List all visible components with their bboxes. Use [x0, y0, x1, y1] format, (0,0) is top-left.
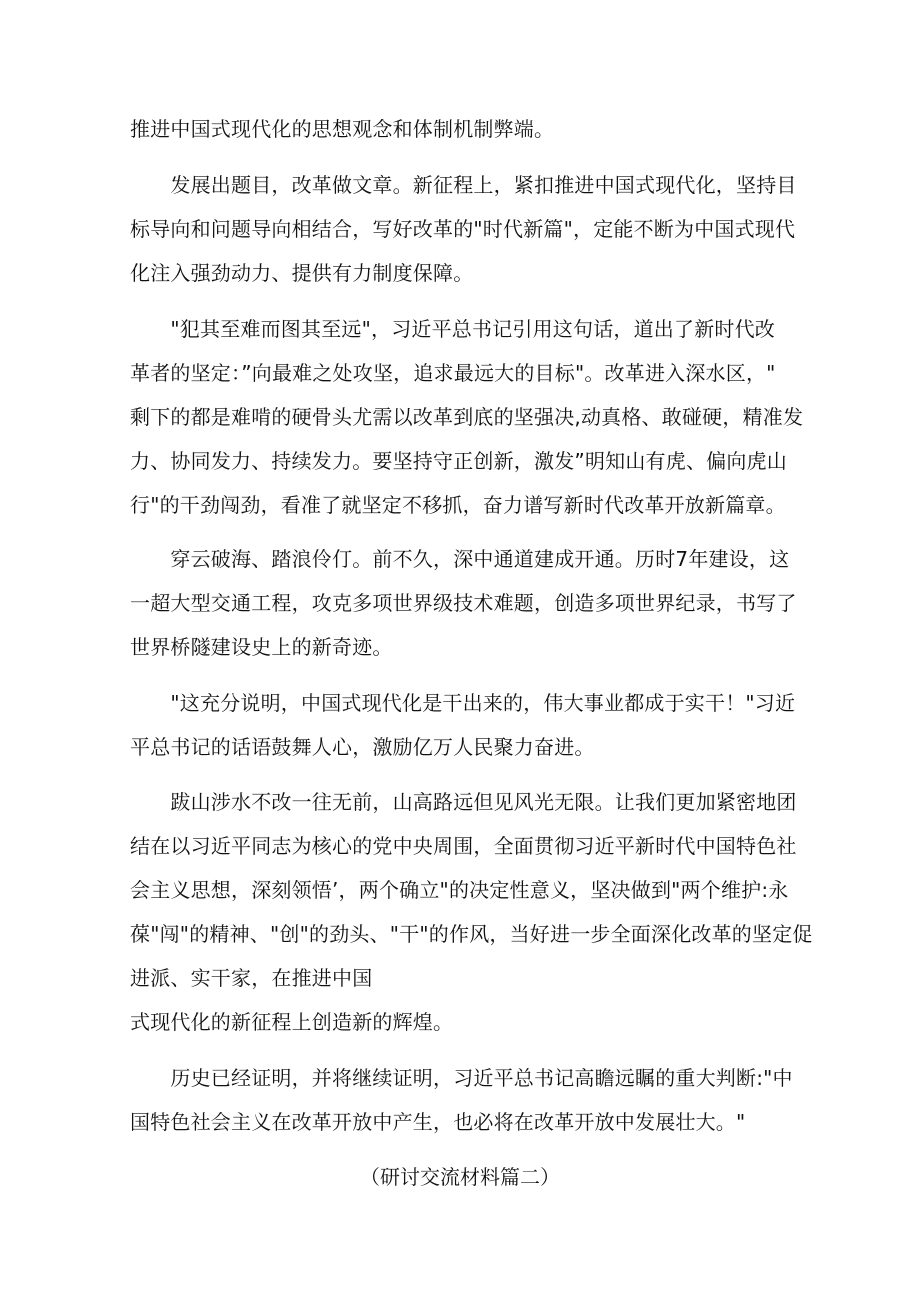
text-line: 平总书记的话语鼓舞人心，激励亿万人民聚力奋进。 [130, 735, 595, 759]
text-line: 剩下的都是难啃的硬骨头尤需以改革到底的坚强决,动真格、敢碰硬，精准发 [130, 405, 804, 429]
text-line: 历史已经证明，并将继续证明，习近平总书记高瞻远瞩的重大判断:"中 [130, 1066, 793, 1090]
text-line: 推进中国式现代化的思想观念和体制机制弊端。 [130, 117, 555, 141]
text-line: 跋山涉水不改一往无前，山高路远但见风光无限。让我们更加紧密地团 [130, 790, 797, 814]
text-line: 一超大型交通工程，攻克多项世界级技术难题，创造多项世界纪录，书写了 [130, 591, 797, 615]
text-line: "这充分说明，中国式现代化是干出来的，伟大事业都成于实干！"习近 [130, 691, 796, 715]
text-line: 式现代化的新征程上创造新的辉煌。 [130, 1010, 454, 1034]
text-line: 化注入强劲动力、提供有力制度保障。 [130, 261, 474, 285]
text-line: 国特色社会主义在改革开放中产生，也必将在改革开放中发展壮大。" [130, 1110, 746, 1134]
text-line: 穿云破海、踏浪伶仃。前不久，深中通道建成开通。历时7年建设，这 [130, 547, 790, 571]
section-heading: （研讨交流材料篇二） [360, 1165, 560, 1189]
text-line: 发展出题目，改革做文章。新征程上，紧扣推进中国式现代化，坚持目 [130, 173, 797, 197]
text-line: 进派、实干家，在推进中国 [130, 966, 373, 990]
text-line: 革者的坚定：”向最难之处攻坚，追求最远大的目标"。改革进入深水区，" [130, 361, 776, 385]
text-line: 世界桥隧建设史上的新奇迹。 [130, 635, 393, 659]
text-line: "犯其至难而图其至远"，习近平总书记引用这句话，道出了新时代改 [130, 317, 775, 341]
text-line: 会主义思想，深刻领悟’，两个确立"的决定性意义，坚决做到"两个维护:永 [130, 878, 789, 902]
text-line: 力、协同发力、持续发力。要坚持守正创新，激发”明知山有虎、偏向虎山 [130, 449, 787, 473]
text-line: 标导向和问题导向相结合，写好改革的"时代新篇"，定能不断为中国式现代 [130, 217, 796, 241]
text-line: 结在以习近平同志为核心的党中央周围，全面贯彻习近平新时代中国特色社 [130, 834, 797, 858]
text-line: 葆"闯"的精神、"创"的劲头、"干"的作风，当好进一步全面深化改革的坚定促 [130, 922, 813, 946]
text-line: 行"的干劲闯劲，看准了就坚定不移抓，奋力谱写新时代改革开放新篇章。 [130, 493, 786, 517]
